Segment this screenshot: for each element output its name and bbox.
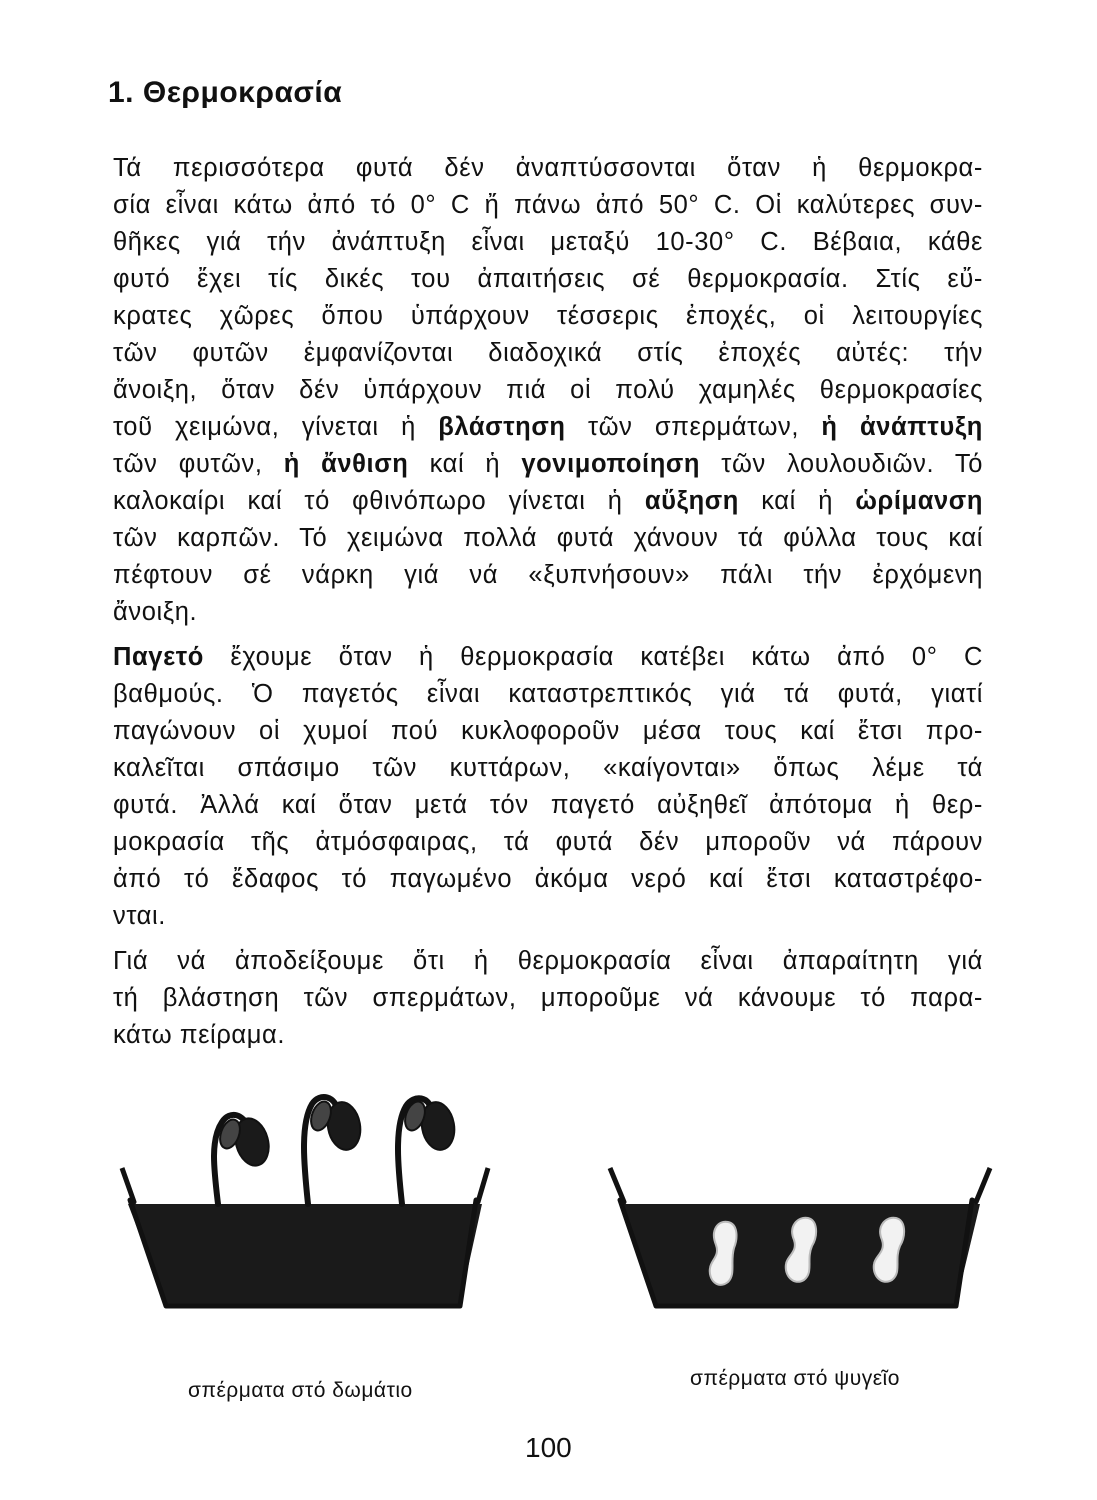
text-segment: ἄνοιξη. <box>113 598 198 626</box>
text-segment: μοκρασία τῆς ἀτμόσφαιρας, τά φυτά δέν μποροῦν νά πάρουν <box>113 828 983 856</box>
bold-term: βλάστηση <box>438 413 566 441</box>
bold-term: ἡ ἄνθιση <box>283 450 409 478</box>
room-seeds-caption: σπέρματα στό δωμάτιο <box>188 1379 413 1402</box>
text-line <box>113 943 983 980</box>
text-segment: τῶν φυτῶν ἐμφανίζονται διαδοχικά στίς ἐποχές αὐτές: τήν <box>113 339 983 367</box>
text-segment: Γιά νά ἀποδείξουμε ὅτι ἡ θερμοκρασία εἶναι ἀπαραίτητη γιά <box>113 947 983 975</box>
text-segment: τῶν λουλουδιῶν. Τό <box>700 450 983 478</box>
experiment-illustration <box>110 1070 1010 1410</box>
seed-leaf-icon <box>216 1099 458 1169</box>
text-segment: τῶν καρπῶν. Τό χειμώνα πολλά φυτά χάνουν τά φύλλα τους καί <box>113 524 983 552</box>
text-segment: φυτό ἔχει τίς δικές του ἀπαιτήσεις σέ θερμοκρασία. Στίς εὔ- <box>113 265 983 293</box>
text-segment: παγώνουν οἱ χυμοί πού κυκλοφοροῦν μέσα τους καί ἔτσι προ- <box>113 717 983 745</box>
text-line <box>113 787 983 824</box>
bold-term: αὔξηση <box>644 487 739 515</box>
text-segment: ἄνοιξη, ὅταν δέν ὑπάρχουν πιά οἱ πολύ χαμηλές θερμοκρασίες <box>113 376 983 404</box>
text-line <box>113 750 983 787</box>
text-line <box>113 446 983 483</box>
room-pot <box>122 1097 488 1306</box>
text-segment: τῶν φυτῶν, <box>113 450 284 478</box>
text-line <box>113 261 983 298</box>
text-segment: θῆκες γιά τήν ἀνάπτυξη εἶναι μεταξύ 10-30° C. Βέβαια, κάθε <box>113 228 983 256</box>
text-line <box>113 639 983 676</box>
body-text <box>113 150 983 1054</box>
section-heading: 1. Θερμοκρασία <box>108 76 343 109</box>
text-segment: πέφτουν σέ νάρκη γιά νά «ξυπνήσουν» πάλι τήν ἐρχόμενη <box>113 561 983 589</box>
text-line <box>113 150 983 187</box>
bold-term: Παγετό <box>113 643 204 671</box>
room-pot-soil <box>128 1204 482 1304</box>
text-line <box>113 335 983 372</box>
text-segment: Τά περισσότερα φυτά δέν ἀναπτύσσονται ὅταν ἡ θερμοκρα- <box>113 154 983 182</box>
fridge-seeds-caption: σπέρματα στό ψυγεῖο <box>690 1367 900 1390</box>
text-segment: ἔχουμε ὅταν ἡ θερμοκρασία κατέβει κάτω ἀπό 0° C <box>203 643 983 671</box>
text-line <box>113 861 983 898</box>
text-line <box>113 298 983 335</box>
text-line <box>113 187 983 224</box>
text-line <box>113 372 983 409</box>
text-segment: τῶν σπερμάτων, <box>565 413 822 441</box>
text-line <box>113 898 983 935</box>
text-line <box>113 713 983 750</box>
paragraph-experiment <box>113 943 983 1054</box>
text-segment: σία εἶναι κάτω ἀπό τό 0° C ἤ πάνω ἀπό 50° C. Οἱ καλύτερες συν- <box>113 191 983 219</box>
text-segment: βαθμούς. Ὁ παγετός εἶναι καταστρεπτικός γιά τά φυτά, γιατί <box>113 680 983 708</box>
text-line <box>113 824 983 861</box>
bold-term: ἡ ἀνάπτυξη <box>821 413 983 441</box>
text-segment: καί ἡ <box>738 487 856 515</box>
bold-term: ὡρίμανση <box>855 487 983 515</box>
text-segment: φυτά. Ἀλλά καί ὅταν μετά τόν παγετό αὐξηθεῖ ἀπότομα ἡ θερ- <box>113 791 983 819</box>
text-line <box>113 409 983 446</box>
text-line <box>113 676 983 713</box>
text-segment: ἀπό τό ἔδαφος τό παγωμένο ἀκόμα νερό καί ἔτσι καταστρέφο- <box>113 865 983 893</box>
text-line <box>113 1017 983 1054</box>
paragraph-frost <box>113 639 983 935</box>
text-segment: τή βλάστηση τῶν σπερμάτων, μποροῦμε νά κάνουμε τό παρα- <box>113 984 983 1012</box>
bold-term: γονιμοποίηση <box>521 450 701 478</box>
text-segment: καλοκαίρι καί τό φθινόπωρο γίνεται ἡ <box>113 487 645 515</box>
page-number: 100 <box>525 1432 572 1463</box>
text-line <box>113 520 983 557</box>
text-line <box>113 483 983 520</box>
text-segment: τοῦ χειμώνα, γίνεται ἡ <box>113 413 439 441</box>
text-segment: κρατες χῶρες ὅπου ὑπάρχουν τέσσερις ἐποχές, οἱ λειτουργίες <box>113 302 983 330</box>
paragraph-temperature <box>113 150 983 631</box>
text-segment: κάτω πείραμα. <box>113 1021 286 1049</box>
text-segment: καί ἡ <box>408 450 522 478</box>
text-line <box>113 980 983 1017</box>
fridge-pot <box>610 1168 990 1306</box>
text-segment: καλεῖται σπάσιμο τῶν κυττάρων, «καίγονται» ὅπως λέμε τά <box>113 754 983 782</box>
text-line <box>113 224 983 261</box>
text-line <box>113 594 983 631</box>
text-segment: νται. <box>113 902 166 930</box>
text-line <box>113 557 983 594</box>
